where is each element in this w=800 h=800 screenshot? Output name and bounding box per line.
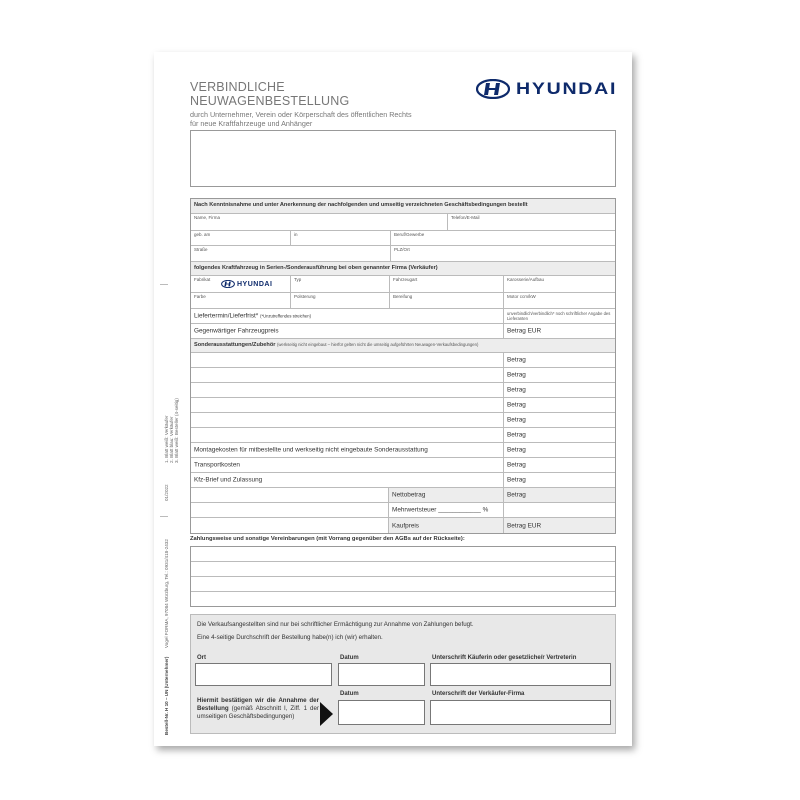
vehicle-row-2 bbox=[191, 293, 615, 309]
vehicle-heading: folgendes Kraftfahrzeug in Serien-/Sonderausführung bei oben genannter Firma (Verkäufer) bbox=[194, 265, 438, 271]
price-total-label: Kaufpreis bbox=[392, 522, 419, 529]
extras-amount-field[interactable] bbox=[503, 413, 615, 427]
vat-rate-field[interactable] bbox=[388, 503, 503, 517]
extras-description-field[interactable] bbox=[191, 413, 503, 427]
arrow-right-icon bbox=[320, 702, 333, 726]
body-field[interactable] bbox=[503, 276, 615, 292]
document-subtitle bbox=[190, 111, 412, 128]
place-field[interactable] bbox=[195, 663, 332, 686]
extras-amount-field[interactable] bbox=[503, 353, 615, 367]
extras-heading-row bbox=[191, 339, 615, 353]
title-line: NEUWAGENBESTELLUNG bbox=[190, 94, 350, 108]
registration-amount-field[interactable] bbox=[503, 473, 615, 487]
transport-row bbox=[191, 458, 615, 473]
acceptance-confirmation bbox=[197, 697, 319, 721]
copies-note-line: 3. Blatt weiß: Besteller (4-seitig) bbox=[174, 398, 179, 463]
delivery-binding-note: unverbindlich/verbindlich* noch schriftlicher Angabe des Lieferanten bbox=[503, 309, 615, 323]
acceptance-confirmation-bold: Hiermit bestätigen wir die Annahme der Bestellung bbox=[197, 697, 319, 712]
price-total-spacer bbox=[191, 518, 388, 533]
extras-line bbox=[191, 368, 615, 383]
vat-rate-blank: ____________ bbox=[438, 506, 481, 514]
name-label: Name, Firma bbox=[194, 215, 221, 220]
maker-logo bbox=[221, 280, 272, 288]
color-field[interactable] bbox=[191, 293, 290, 308]
registration-label: Kfz-Brief und Zulassung bbox=[194, 476, 263, 484]
birthplace-field[interactable] bbox=[290, 231, 390, 245]
buyer-signature-field[interactable] bbox=[430, 663, 611, 686]
acceptance-confirmation-rest: (gemäß Abschnitt I, Ziff. 1 der umseitigen Geschäftsbedingungen) bbox=[197, 705, 319, 720]
vehicle-row-1 bbox=[191, 276, 615, 293]
upholstery-label: Polsterung bbox=[294, 294, 316, 299]
transport-label: Transportkosten bbox=[194, 461, 240, 469]
color-label: Farbe bbox=[194, 294, 206, 299]
montage-label-cell bbox=[191, 443, 503, 457]
extras-amount-field[interactable] bbox=[503, 398, 615, 412]
city-field[interactable] bbox=[390, 246, 615, 261]
payment-line[interactable] bbox=[191, 577, 615, 592]
transport-amount-field[interactable] bbox=[503, 458, 615, 472]
registration-label-cell bbox=[191, 473, 503, 487]
vat-spacer bbox=[191, 503, 388, 517]
tires-label: Bereifung bbox=[393, 294, 413, 299]
amount-label: Betrag bbox=[507, 431, 526, 439]
extras-amount-field[interactable] bbox=[503, 368, 615, 382]
montage-row bbox=[191, 443, 615, 458]
customer-row-2 bbox=[191, 231, 615, 246]
amount-label: Betrag bbox=[507, 446, 526, 454]
montage-label: Montagekosten für mitbestellte und werkseitig nicht eingebaute Sonderausstattung bbox=[194, 446, 428, 454]
hyundai-logo-icon bbox=[221, 280, 235, 288]
vehicle-kind-label: Fahrzeugart bbox=[393, 277, 418, 282]
extras-line bbox=[191, 398, 615, 413]
payment-heading: Zahlungsweise und sonstige Vereinbarungen (mit Vorrang gegenüber den AGBs auf der Rückseite): bbox=[190, 536, 465, 542]
date-field[interactable] bbox=[338, 663, 425, 686]
copies-note bbox=[164, 385, 179, 463]
date-label: Datum bbox=[340, 655, 359, 661]
amount-label: Betrag bbox=[507, 356, 526, 364]
maker-field bbox=[191, 276, 290, 292]
extras-amount-field[interactable] bbox=[503, 428, 615, 442]
buyer-signature-label: Unterschrift Käuferin oder gesetzliche/r Vertreterin bbox=[432, 655, 577, 661]
name-field[interactable] bbox=[191, 214, 447, 230]
extras-line bbox=[191, 428, 615, 443]
copies-note-line: 2. Blatt blau: Verkäufer bbox=[169, 416, 174, 463]
edition-date: 01/2022 bbox=[164, 484, 169, 501]
amount-eur-label: Betrag EUR bbox=[507, 522, 542, 529]
amount-label: Betrag bbox=[507, 401, 526, 409]
phone-field[interactable] bbox=[447, 214, 615, 230]
extras-line bbox=[191, 383, 615, 398]
registration-row bbox=[191, 473, 615, 488]
vat-row bbox=[191, 503, 615, 518]
address-box[interactable] bbox=[190, 130, 616, 187]
amount-label: Betrag bbox=[507, 386, 526, 394]
brand-wordmark: HYUNDAI bbox=[516, 79, 618, 98]
extras-description-field[interactable] bbox=[191, 353, 503, 367]
date2-field[interactable] bbox=[338, 700, 425, 725]
extras-description-field[interactable] bbox=[191, 398, 503, 412]
customer-row-3 bbox=[191, 246, 615, 262]
job-label: Beruf/Gewerbe bbox=[394, 232, 425, 237]
price-amount-field[interactable] bbox=[503, 324, 615, 338]
copy-receipt-note: Eine 4-seitige Durchschrift der Bestellung habe(n) ich (wir) erhalten. bbox=[197, 634, 383, 641]
vehicle-heading-row bbox=[191, 262, 615, 276]
price-label-cell bbox=[191, 324, 503, 338]
delivery-label bbox=[194, 313, 311, 320]
payment-line[interactable] bbox=[191, 547, 615, 562]
payment-terms-field[interactable] bbox=[190, 546, 616, 607]
extras-line bbox=[191, 413, 615, 428]
extras-heading-note: (werkseitig nicht eingebaut – hierfür gelten nicht die umseitig aufgeführten Neuwagen-Verkaufsbedingungen) bbox=[277, 342, 479, 347]
price-total-amount-field[interactable] bbox=[503, 518, 615, 533]
customer-row-1 bbox=[191, 214, 615, 231]
extras-heading bbox=[191, 339, 615, 351]
amount-label: Betrag bbox=[507, 491, 526, 499]
fold-mark bbox=[160, 516, 168, 517]
fold-mark bbox=[160, 284, 168, 285]
montage-amount-field[interactable] bbox=[503, 443, 615, 457]
birthdate-field[interactable] bbox=[191, 231, 290, 245]
seller-signature-field[interactable] bbox=[430, 700, 611, 725]
maker-label: Fabrikat bbox=[194, 277, 211, 282]
price-total-label-cell bbox=[388, 518, 503, 533]
delivery-label-text: Liefertermin/Lieferfrist* bbox=[194, 312, 259, 320]
subtitle-line: für neue Kraftfahrzeuge und Anhänger bbox=[190, 118, 313, 128]
subtitle-line: durch Unternehmer, Verein oder Körperschaft des öffentlichen Rechts bbox=[190, 110, 412, 119]
body-label: Karosserie/Aufbau bbox=[507, 277, 545, 282]
type-field[interactable] bbox=[290, 276, 389, 292]
job-field[interactable] bbox=[390, 231, 615, 245]
birthdate-label: geb. am bbox=[194, 232, 211, 237]
phone-label: Telefon/E-Mail bbox=[451, 215, 480, 220]
type-label: Typ bbox=[294, 277, 302, 282]
place-label: Ort bbox=[197, 655, 206, 661]
vehicle-price-label: Gegenwärtiger Fahrzeugpreis bbox=[194, 327, 279, 335]
upholstery-field[interactable] bbox=[290, 293, 389, 308]
net-row bbox=[191, 488, 615, 503]
extras-description-field[interactable] bbox=[191, 428, 503, 442]
delivery-field[interactable] bbox=[191, 309, 503, 323]
order-number: Bestell-Nr. H 10 – UN (Unternehmer) bbox=[164, 656, 169, 735]
street-field[interactable] bbox=[191, 246, 390, 261]
net-label-cell bbox=[388, 488, 503, 502]
net-spacer bbox=[191, 488, 388, 502]
engine-label: Motor ccm/kW bbox=[507, 294, 536, 299]
date2-label: Datum bbox=[340, 691, 359, 697]
vehicle-kind-field[interactable] bbox=[389, 276, 503, 292]
delivery-row bbox=[191, 309, 615, 324]
transport-label-cell bbox=[191, 458, 503, 472]
payment-authority-note: Die Verkaufsangestellten sind nur bei schriftlicher Ermächtigung zur Annahme von Zahlungen befugt. bbox=[197, 621, 474, 628]
document-title bbox=[190, 80, 349, 108]
payment-line[interactable] bbox=[191, 562, 615, 577]
net-label: Nettobetrag bbox=[392, 491, 426, 499]
engine-field[interactable] bbox=[503, 293, 615, 308]
net-amount-field[interactable] bbox=[503, 488, 615, 502]
extras-line bbox=[191, 353, 615, 368]
hyundai-logo-icon bbox=[476, 79, 510, 99]
extras-description-field[interactable] bbox=[191, 383, 503, 397]
amount-label: Betrag bbox=[507, 416, 526, 424]
maker-value: HYUNDAI bbox=[237, 280, 273, 288]
street-label: Straße bbox=[194, 247, 208, 252]
extras-amount-field[interactable] bbox=[503, 383, 615, 397]
order-form-table bbox=[190, 198, 616, 534]
copies-note-line: 1. Blatt weiß: Verkäufer bbox=[164, 415, 169, 463]
extras-description-field[interactable] bbox=[191, 368, 503, 382]
vat-label-group bbox=[392, 507, 488, 514]
hyundai-logo bbox=[476, 79, 618, 99]
price-total-row bbox=[191, 518, 615, 533]
birthplace-label: in bbox=[294, 232, 298, 237]
amount-label: Betrag bbox=[507, 476, 526, 484]
customer-heading: Nach Kenntnisnahme und unter Anerkennung der nachfolgenden und umseitig verzeichneten Geschäftsbedingungen bestellt bbox=[194, 202, 528, 208]
vat-amount-field[interactable] bbox=[503, 503, 615, 517]
city-label: PLZ/Ort bbox=[394, 247, 410, 252]
tires-field[interactable] bbox=[389, 293, 503, 308]
vat-unit: % bbox=[482, 506, 489, 514]
price-row bbox=[191, 324, 615, 339]
delivery-note: (*Unzutreffendes streichen) bbox=[260, 313, 311, 319]
amount-label: Betrag bbox=[507, 371, 526, 379]
price-amount-label: Betrag EUR bbox=[507, 327, 542, 335]
title-line: VERBINDLICHE bbox=[190, 80, 285, 94]
publisher-note: Vogel FORMA, 97084 Würzburg, Tel.: 0931/418-2432 bbox=[164, 539, 169, 648]
customer-heading-row bbox=[191, 199, 615, 214]
extras-heading-text: Sonderausstattungen/Zubehör bbox=[194, 342, 276, 348]
vat-label: Mehrwertsteuer bbox=[392, 506, 437, 514]
seller-signature-label: Unterschrift der Verkäufer-Firma bbox=[432, 691, 525, 697]
amount-label: Betrag bbox=[507, 461, 526, 469]
